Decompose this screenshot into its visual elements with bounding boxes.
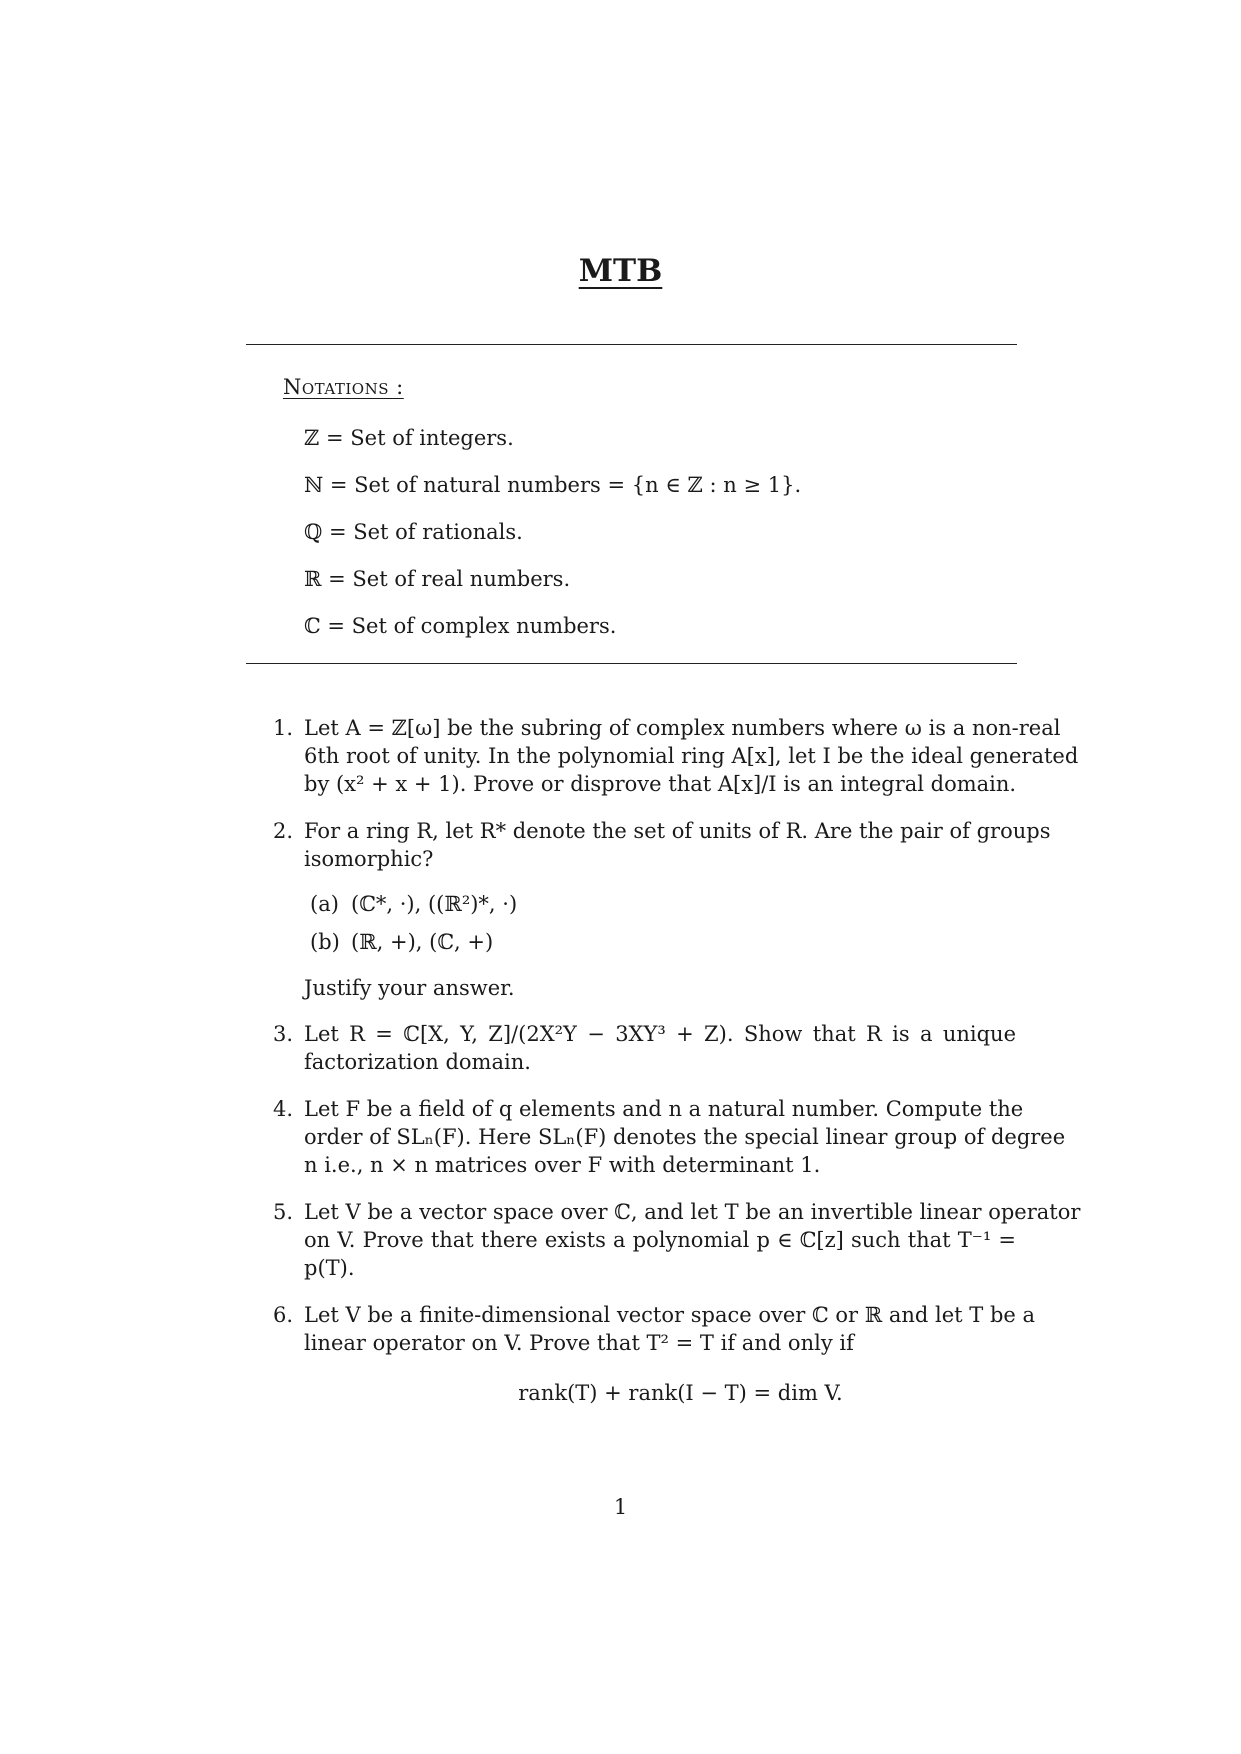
- document-title: MTB: [578, 253, 663, 289]
- notation-naturals: ℕ = Set of natural numbers = {n ∈ ℤ : n ≥ 1}.: [304, 473, 802, 497]
- problem-4-line-3: n i.e., n × n matrices over F with determinant 1.: [304, 1153, 821, 1177]
- problem-1-line-1: Let A = ℤ[ω] be the subring of complex numbers where ω is a non-real: [304, 716, 1061, 740]
- problem-5-line-3: p(T).: [304, 1256, 355, 1280]
- problem-6-line-2: linear operator on V. Prove that T² = T if and only if: [304, 1331, 854, 1355]
- problem-2-number: 2.: [273, 819, 294, 843]
- problem-2-part-b-label: (b): [310, 930, 340, 954]
- top-divider: [246, 344, 1017, 345]
- notation-reals: ℝ = Set of real numbers.: [304, 567, 571, 591]
- problem-4-line-2: order of SLₙ(F). Here SLₙ(F) denotes the special linear group of degree: [304, 1125, 1066, 1149]
- problem-6-number: 6.: [273, 1303, 294, 1327]
- problem-2-part-b-text: (ℝ, +), (ℂ, +): [351, 930, 494, 954]
- problem-1-line-2: 6th root of unity. In the polynomial ring A[x], let I be the ideal generated: [304, 744, 1079, 768]
- problem-5-line-1: Let V be a vector space over ℂ, and let T be an invertible linear operator: [304, 1200, 1081, 1224]
- notation-complex: ℂ = Set of complex numbers.: [304, 614, 617, 638]
- problem-2-justify: Justify your answer.: [304, 976, 515, 1000]
- bottom-divider: [246, 663, 1017, 664]
- page-number: 1: [613, 1495, 628, 1519]
- problem-2-part-a-text: (ℂ*, ·), ((ℝ²)*, ·): [351, 892, 518, 916]
- notation-integers: ℤ = Set of integers.: [304, 426, 514, 450]
- problem-5-number: 5.: [273, 1200, 294, 1224]
- problem-3-line-2: factorization domain.: [304, 1050, 531, 1074]
- problem-3-number: 3.: [273, 1022, 294, 1046]
- problem-6-line-1: Let V be a finite-dimensional vector space over ℂ or ℝ and let T be a: [304, 1303, 1036, 1327]
- problem-2-line-1: For a ring R, let R* denote the set of units of R. Are the pair of groups: [304, 819, 1051, 843]
- problem-2-part-a-label: (a): [310, 892, 339, 916]
- problem-3-line-1: Let R = ℂ[X, Y, Z]/(2X²Y − 3XY³ + Z). Show that R is a unique: [304, 1022, 1016, 1046]
- problem-4-line-1: Let F be a field of q elements and n a natural number. Compute the: [304, 1097, 1024, 1121]
- notations-heading: Notations :: [283, 375, 404, 399]
- problem-4-number: 4.: [273, 1097, 294, 1121]
- problem-1-number: 1.: [273, 716, 294, 740]
- problem-1-line-3: by (x² + x + 1). Prove or disprove that A[x]/I is an integral domain.: [304, 772, 1017, 796]
- problem-5-line-2: on V. Prove that there exists a polynomial p ∈ ℂ[z] such that T⁻¹ =: [304, 1228, 1016, 1252]
- problem-6-equation: rank(T) + rank(I − T) = dim V.: [518, 1381, 843, 1405]
- problem-2-line-2: isomorphic?: [304, 847, 434, 871]
- notation-rationals: ℚ = Set of rationals.: [304, 520, 523, 544]
